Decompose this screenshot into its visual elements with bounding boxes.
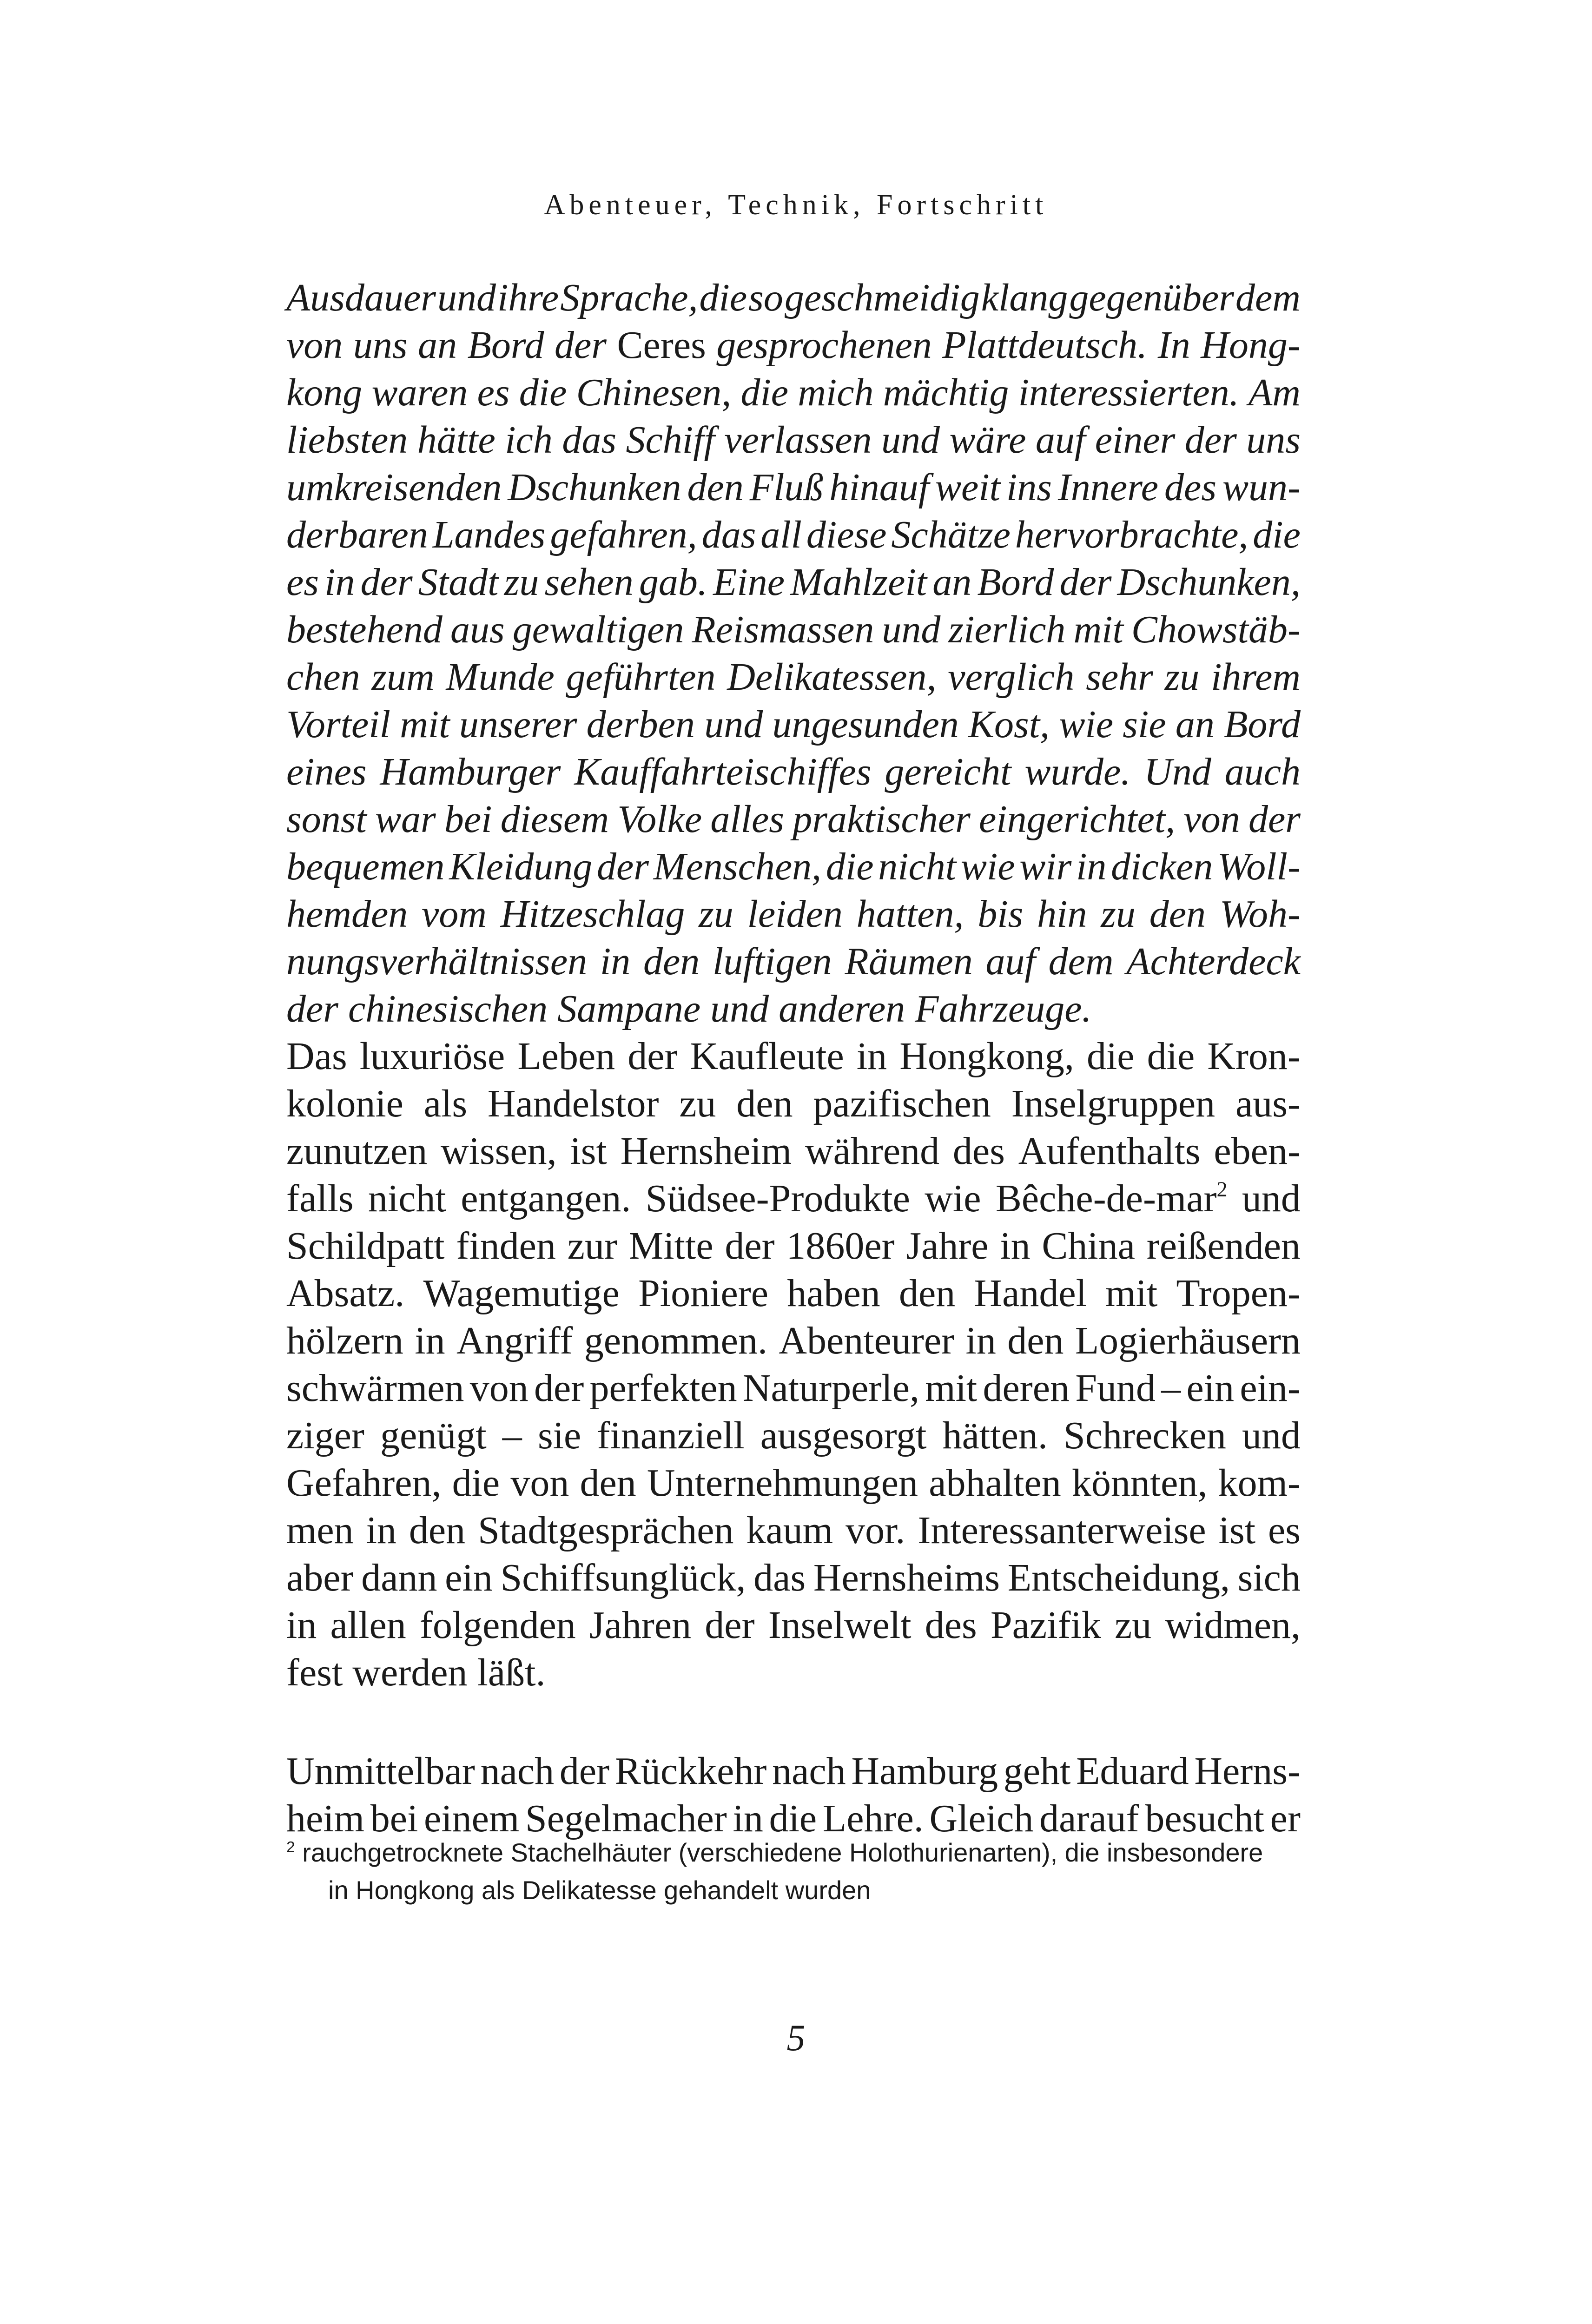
text-line: kong waren es die Chinesen, die mich mächtig interessierten. Am [286, 371, 1301, 414]
text-line: Unmittelbar nach der Rückkehr nach Hamburg geht Eduard Herns- [286, 1750, 1301, 1793]
text-block [286, 274, 1301, 1842]
text-line: umkreisenden Dschunken den Fluß hinauf weit ins Innere des wun- [286, 466, 1301, 509]
footnote-line: in Hongkong als Delikatesse gehandelt wurden [328, 1875, 871, 1905]
text-line: ziger genügt – sie finanziell ausgesorgt hätten. Schrecken und [286, 1414, 1301, 1457]
text-line: derbaren Landes gefahren, das all diese Schätze hervorbrachte, die [286, 513, 1301, 556]
page-number: 5 [786, 2018, 806, 2059]
text-line: heim bei einem Segelmacher in die Lehre. Gleich darauf besucht er [286, 1797, 1301, 1840]
paragraph-gap [286, 1697, 1301, 1748]
text-line: kolonie als Handelstor zu den pazifischen Inselgruppen aus- [286, 1082, 1301, 1125]
text-line: aber dann ein Schiffsunglück, das Hernsheims Entscheidung, sich [286, 1556, 1301, 1599]
text-line: der chinesischen Sampane und anderen Fahrzeuge. [286, 987, 1092, 1030]
body-paragraph [286, 1748, 1301, 1842]
footnote-reference[interactable]: 2 [1216, 1177, 1228, 1201]
text-line: Gefahren, die von den Unternehmungen abhalten könnten, kom- [286, 1461, 1301, 1505]
running-head: Abenteuer, Technik, Fortschritt [544, 189, 1048, 221]
text-line: es in der Stadt zu sehen gab. Eine Mahlzeit an Bord der Dschunken, [286, 561, 1301, 604]
text-line: Das luxuriöse Leben der Kaufleute in Hongkong, die die Kron- [286, 1035, 1301, 1078]
text-line: von uns an Bord der Ceres gesprochenen Plattdeutsch. In Hong- [286, 324, 1301, 367]
text-line: sonst war bei diesem Volke alles praktischer eingerichtet, von der [286, 798, 1301, 841]
text-line: zunutzen wissen, ist Hernsheim während des Aufenthalts eben- [286, 1129, 1301, 1173]
text-line: nungsverhältnissen in den luftigen Räumen auf dem Achterdeck [286, 940, 1301, 983]
footnote [286, 1836, 1301, 1907]
text-line: Ausdauer und ihre Sprache, die so geschmeidig klang gegenüber dem [286, 276, 1301, 319]
text-line: chen zum Munde geführten Delikatessen, verglich sehr zu ihrem [286, 655, 1301, 699]
footnote-marker: 2 [286, 1838, 295, 1856]
footnote-line: $^2$ rauchgetrocknete Stachelhäuter (verschiedene Holothurienarten), die insbesondere [286, 1838, 1263, 1867]
indented-quote [286, 274, 1301, 1033]
text-line: eines Hamburger Kauffahrteischiffes gereicht wurde. Und auch [286, 750, 1301, 793]
text-line: falls nicht entgangen. Südsee-Produkte wie Bêche-de-mar$^2$ und [286, 1177, 1301, 1220]
text-line: hölzern in Angriff genommen. Abenteurer in den Logierhäusern [286, 1319, 1301, 1362]
text-line: schwärmen von der perfekten Naturperle, mit deren Fund – ein ein- [286, 1367, 1301, 1410]
text-line: hemden vom Hitzeschlag zu leiden hatten, bis hin zu den Woh- [286, 892, 1301, 936]
text-line: Schildpatt finden zur Mitte der 1860er Jahre in China reißenden [286, 1224, 1301, 1268]
text-line: bequemen Kleidung der Menschen, die nicht wie wir in dicken Woll- [286, 845, 1301, 888]
text-line: Vorteil mit unserer derben und ungesunden Kost, wie sie an Bord [286, 703, 1301, 746]
text-line: fest werden läßt. [286, 1651, 546, 1694]
text-line: bestehend aus gewaltigen Reismassen und zierlich mit Chowstäb- [286, 608, 1301, 651]
text-line: liebsten hätte ich das Schiff verlassen und wäre auf einer der uns [286, 418, 1301, 462]
text-line: men in den Stadtgesprächen kaum vor. Interessanterweise ist es [286, 1509, 1301, 1552]
body-paragraph [286, 1033, 1301, 1697]
text-line: in allen folgenden Jahren der Inselwelt des Pazifik zu widmen, [286, 1604, 1301, 1647]
text-line: Absatz. Wagemutige Pioniere haben den Handel mit Tropen- [286, 1272, 1301, 1315]
